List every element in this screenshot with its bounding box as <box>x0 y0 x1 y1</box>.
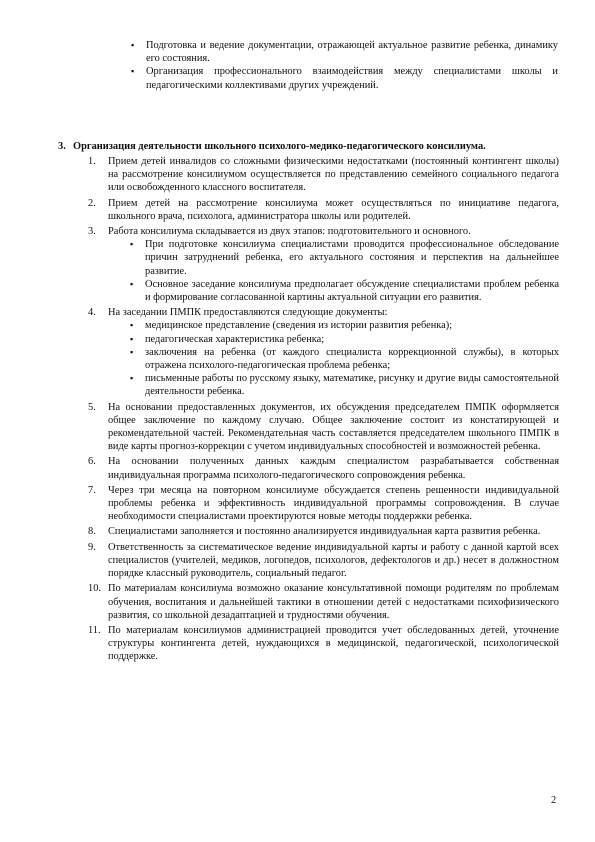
item-number: 4. <box>88 307 96 319</box>
item-text: Прием детей инвалидов со сложными физическими недостатками (постоянный контингент школы) на рассмотрение консилиумом осуществляется по представлению семейного социального педагога или освобожденного классного воспитателя. <box>108 156 559 194</box>
bullet-item: ▪ педагогическая характеристика ребенка; <box>145 333 559 346</box>
item-number: 7. <box>88 484 96 496</box>
section-heading <box>58 140 568 153</box>
section-number: 3. <box>58 141 66 152</box>
bullet-item: ▪ Подготовка и ведение документации, отражающей актуальное развитие ребенка, динамику его состояния. <box>146 39 558 65</box>
list-item <box>88 541 559 581</box>
item-text: По материалам консилиумов администрацией проводится учет обследованных детей, уточнение структуры контингента детей, нуждающихся в медицинской, педагогической, психологической поддержке. <box>108 624 559 663</box>
page-number: 2 <box>551 795 557 806</box>
continued-bullet-list <box>146 39 558 92</box>
numbered-list <box>88 155 559 664</box>
item-number: 11. <box>88 624 101 636</box>
list-item <box>88 582 559 622</box>
list-item <box>88 455 559 481</box>
list-item <box>88 197 559 223</box>
item-text: Работа консилиума складывается из двух этапов: подготовительного и основного. <box>108 226 471 238</box>
item-number: 6. <box>88 456 96 468</box>
nested-bullet-list <box>145 319 559 398</box>
list-item <box>88 401 559 454</box>
item-text: Прием детей на рассмотрение консилиума может осуществляться по инициативе педагога, школьного врача, психолога, администратора школы или родителей. <box>108 197 559 222</box>
bullet-item: ▪ письменные работы по русскому языку, математике, рисунку и другие виды самостоятельной деятельности ребенка. <box>145 372 559 398</box>
bullet-item: ▪ Организация профессионального взаимодействия между специалистами школы и педагогическими коллективами других учреждений. <box>146 65 558 91</box>
item-number: 3. <box>88 226 96 238</box>
list-item <box>88 525 559 538</box>
item-text: По материалам консилиума возможно оказание консультативной помощи родителям по проблемам обучения, воспитания и дальнейшей тактики в отношении детей с недостатками психофизического развития, со школьной дезадаптацией и трудностями обучения. <box>108 583 559 621</box>
item-number: 9. <box>88 541 96 553</box>
nested-bullet-list <box>145 238 559 304</box>
list-item <box>88 225 559 304</box>
bullet-item: ▪ медицинское представление (сведения из истории развития ребенка); <box>145 319 559 332</box>
item-text: На заседании ПМПК предоставляются следующие документы: <box>108 307 388 319</box>
item-text: Через три месяца на повторном консилиуме обсуждается степень решенности индивидуальной проблемы ребенка и эффективность индивидуальной программы сопровождения. В случае необходимости специалистами проектируются новые методы поддержки ребенка. <box>108 484 559 523</box>
item-text: Ответственность за систематическое ведение индивидуальной карты и работу с данной картой всех специалистов (учителей, медиков, логопедов, психологов, дефектологов и др.) несет в должностном порядке классный руководитель, социальный педагог. <box>108 541 559 580</box>
item-number: 2. <box>88 197 96 209</box>
item-number: 5. <box>88 401 96 413</box>
item-number: 1. <box>88 156 96 167</box>
list-item <box>88 624 559 664</box>
bullet-item: ▪ Основное заседание консилиума предполагает обсуждение специалистами проблем ребенка и формирование согласованной картины актуальной ситуации его развития. <box>145 278 559 304</box>
item-text: Специалистами заполняется и постоянно анализируется индивидуальная карта развития ребенка. <box>108 526 541 538</box>
item-text: На основании предоставленных документов, их обсуждения председателем ПМПК оформляется общее заключение по каждому случаю. Общее заключение состоит из констатирующей и рекомендательной частей. Рекомендательная часть составляется председателем школьного ПМПК в виде карты прогноз-коррекции с учетом индивидуальных способностей и возможностей ребенка. <box>108 401 559 453</box>
section-title: Организация деятельности школьного психолого-медико-педагогического консилиума. <box>73 141 486 152</box>
bullet-item: ▪ заключения на ребенка (от каждого специалиста коррекционной службы), в которых отражена психолого-педагогическая проблема ребенка; <box>145 346 559 372</box>
item-number: 8. <box>88 526 96 538</box>
list-item <box>88 484 559 524</box>
item-number: 10. <box>88 583 101 595</box>
list-item <box>88 155 559 195</box>
item-text: На основании полученных данных каждым специалистом разрабатывается собственная индивидуальная программа психолого-педагогического сопровождения ребенка. <box>108 456 559 481</box>
list-item <box>88 306 559 398</box>
bullet-item: ▪ При подготовке консилиума специалистами проводится профессиональное обследование причин затруднений ребенка, его актуального состояния и перспектив на дальнейшее развитие. <box>145 238 559 278</box>
